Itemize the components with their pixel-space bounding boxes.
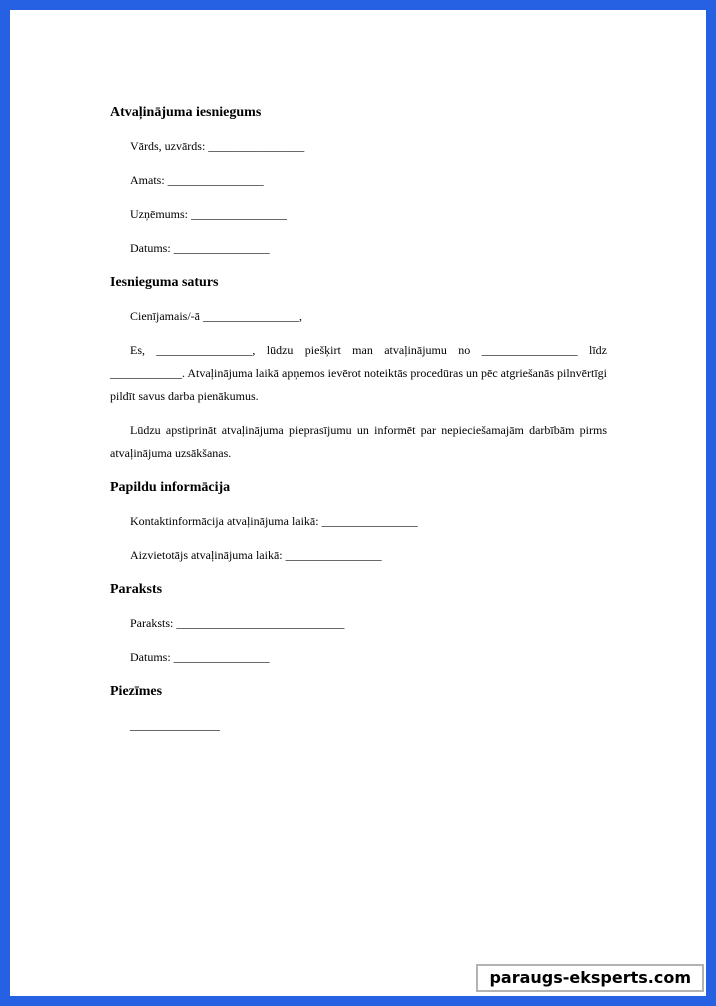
document-title: Atvaļinājuma iesniegums [110,105,262,120]
field-aizvietotajs: Aizvietotājs atvaļinājuma laikā: ________________ [130,548,382,562]
field-datums: Datums: ________________ [130,241,270,255]
field-amats: Amats: ________________ [130,173,264,187]
notes-blank-line: _______________ [130,718,220,732]
field-uznemums: Uzņēmums: ________________ [130,207,287,221]
brand-box [476,964,704,992]
brand-label: paraugs-eksperts.com [489,968,691,987]
section-heading-piezimes: Piezīmes [110,684,163,699]
field-kontaktinformacija: Kontaktinformācija atvaļinājuma laikā: ________________ [130,514,418,528]
section-heading-paraksts: Paraksts [110,582,163,597]
confirm-paragraph: Lūdzu apstiprināt atvaļinājuma pieprasījumu un informēt par nepieciešamajām darbībām pirms atvaļinājuma uzsākšanas. [110,423,607,460]
field-vards-uzvards: Vārds, uzvārds: ________________ [130,139,305,153]
salutation-line: Cienījamais/-ā ________________, [130,309,302,323]
field-paraksts: Paraksts: ____________________________ [130,616,345,630]
document-content [110,101,607,748]
section-heading-papildu-informacija: Papildu informācija [110,480,231,495]
field-datums-signature: Datums: ________________ [130,650,270,664]
section-heading-iesnieguma-saturs: Iesnieguma saturs [110,275,219,290]
request-paragraph: Es, ________________, lūdzu piešķirt man atvaļinājumu no ________________ līdz ____________. Atvaļinājuma laikā apņemos ievērot noteiktās procedūras un pēc atgriešanās pilnvērtīgi pildīt savus darba pienākumus. [110,343,607,403]
